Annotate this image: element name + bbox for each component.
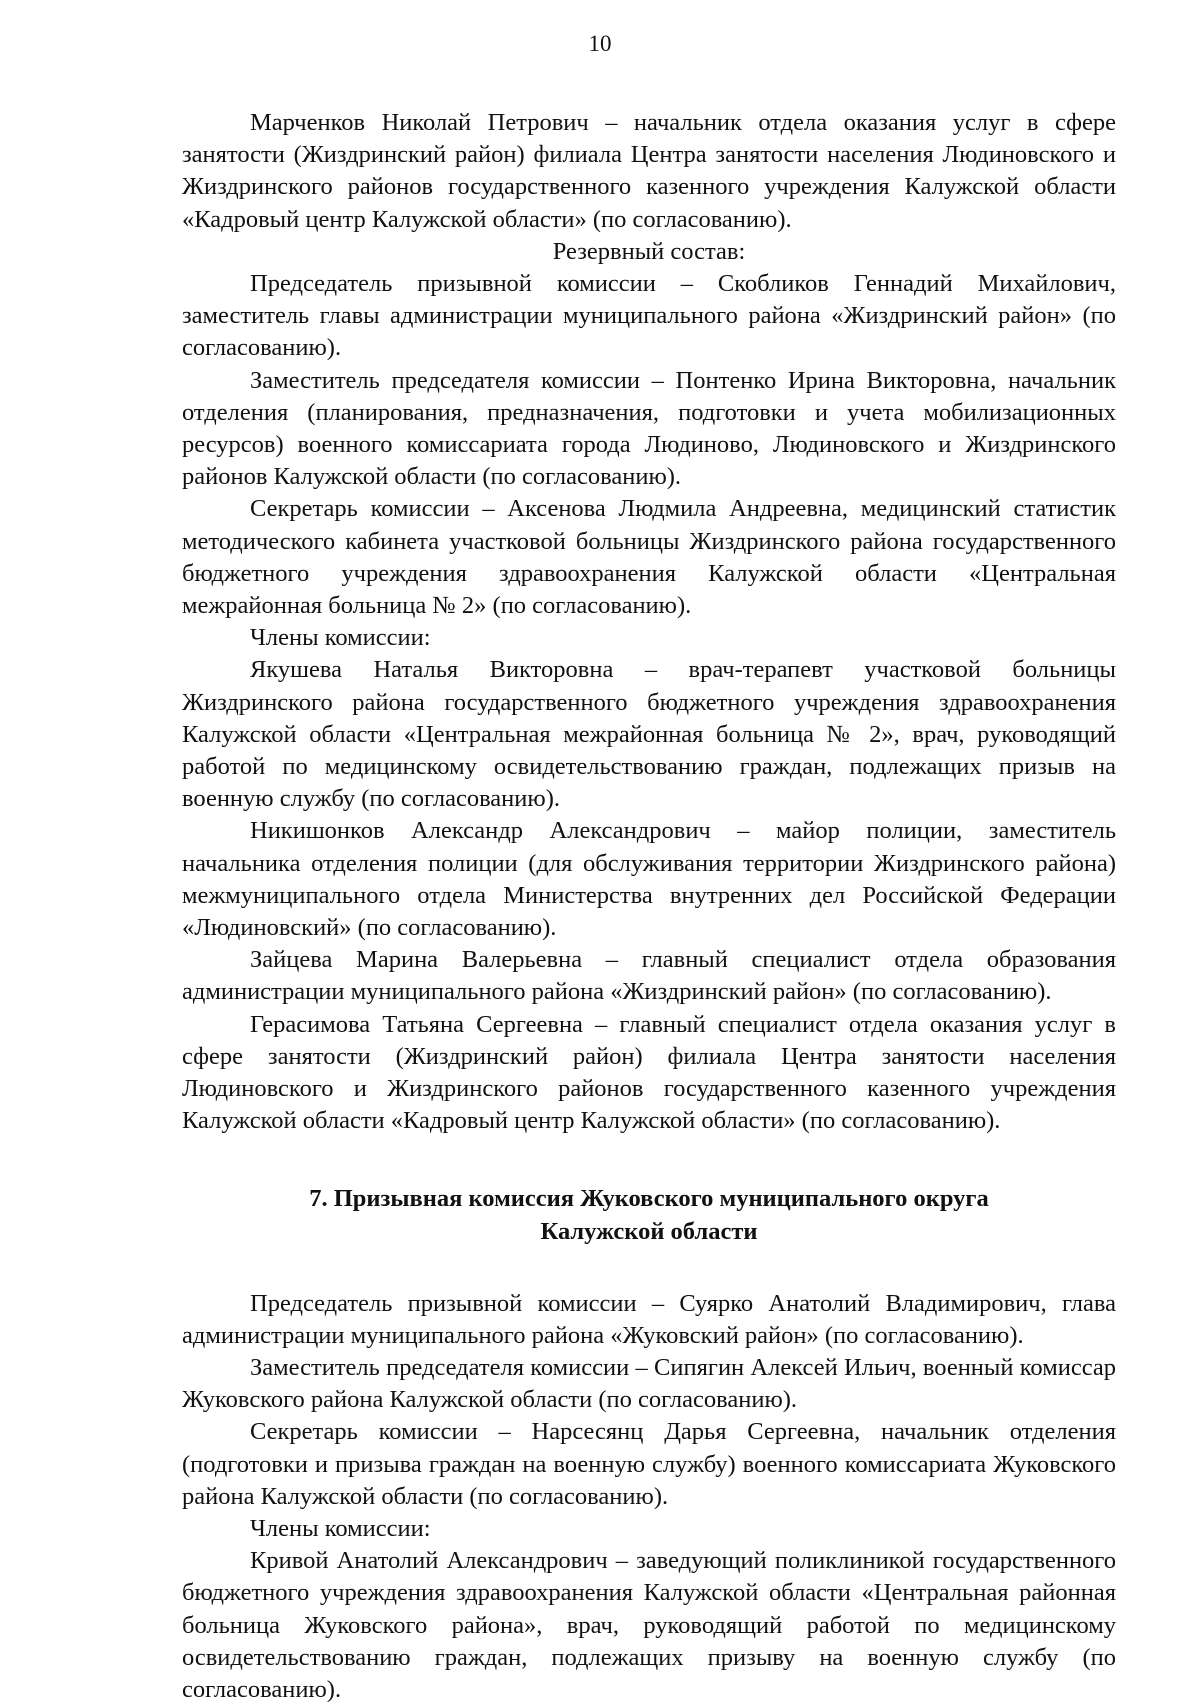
reserve-composition-heading: Резервный состав: xyxy=(552,237,746,265)
paragraph-yakusheva: Якушева Наталья Викторовна – врач-терапевт участковой больницы Жиздринского района государственного бюджетного учреждения здравоохранения Калужской области «Центральная межрайонная больница № 2», врач, руководящий работой по медицинскому освидетельствованию граждан, подлежащих призыв на военную службу (по согласованию). xyxy=(182,656,1116,813)
paragraph-zhukov-deputy: Заместитель председателя комиссии – Сипягин Алексей Ильич, военный комиссар Жуковского района Калужской области (по согласованию). xyxy=(182,1353,1116,1414)
paragraph-marchenkov: Марченков Николай Петрович – начальник отдела оказания услуг в сфере занятости (Жиздринский район) филиала Центра занятости населения Людиновского и Жиздринского районов государственного казенного учреждения Калужской области «Кадровый центр Калужской области» (по согласованию). xyxy=(182,109,1116,233)
paragraph-zhukov-members-label: Члены комиссии: xyxy=(250,1514,431,1542)
paragraph-reserve-chairman: Председатель призывной комиссии – Скобликов Геннадий Михайлович, заместитель главы администрации муниципального района «Жиздринский район» (по согласованию). xyxy=(182,270,1116,362)
paragraph-nikishonkov: Никишонков Александр Александрович – майор полиции, заместитель начальника отделения полиции (для обслуживания территории Жиздринского района) межмуниципального отдела Министерства внутренних дел Российской Федерации «Людиновский» (по согласованию). xyxy=(182,817,1116,942)
paragraph-gerasimova: Герасимова Татьяна Сергеевна – главный специалист отдела оказания услуг в сфере занятости (Жиздринский район) филиала Центра занятости населения Людиновского и Жиздринского районов государственного казенного учреждения Калужской области «Кадровый центр Калужской области» (по согласованию). xyxy=(182,1010,1116,1135)
document-body xyxy=(182,107,1116,1706)
paragraph-zaytseva: Зайцева Марина Валерьевна – главный специалист отдела образования администрации муниципального района «Жиздринский район» (по согласованию). xyxy=(182,946,1116,1006)
section-7-heading-line-1: 7. Призывная комиссия Жуковского муниципального округа xyxy=(309,1184,989,1212)
paragraph-zhukov-chairman: Председатель призывной комиссии – Суярко Анатолий Владимирович, глава администрации муниципального района «Жуковский район» (по согласованию). xyxy=(182,1289,1116,1349)
section-7-heading xyxy=(182,1182,1116,1248)
section-7-heading-line-2: Калужской области xyxy=(540,1217,758,1245)
paragraph-reserve-secretary: Секретарь комиссии – Аксенова Людмила Андреевна, медицинский статистик методического кабинета участковой больницы Жиздринского района государственного бюджетного учреждения здравоохранения Калужской области «Центральная межрайонная больница № 2» (по согласованию). xyxy=(182,495,1116,620)
paragraph-zhukov-secretary: Секретарь комиссии – Нарсесянц Дарья Сергеевна, начальник отделения (подготовки и призыва граждан на военную службу) военного комиссариата Жуковского района Калужской области (по согласованию). xyxy=(182,1418,1116,1510)
paragraph-reserve-deputy: Заместитель председателя комиссии – Понтенко Ирина Викторовна, начальник отделения (планирования, предназначения, подготовки и учета мобилизационных ресурсов) военного комиссариата города Людиново, Людиновского и Жиздринского районов Калужской области (по согласованию). xyxy=(182,366,1116,491)
paragraph-reserve-members-label: Члены комиссии: xyxy=(250,624,431,652)
page-number: 10 xyxy=(588,31,612,56)
paragraph-krivoy: Кривой Анатолий Александрович – заведующий поликлиникой государственного бюджетного учреждения здравоохранения Калужской области «Центральная районная больница Жуковского района», врач, руководящий работой по медицинскому освидетельствованию граждан, подлежащих призыву на военную службу (по согласованию). xyxy=(182,1547,1116,1703)
